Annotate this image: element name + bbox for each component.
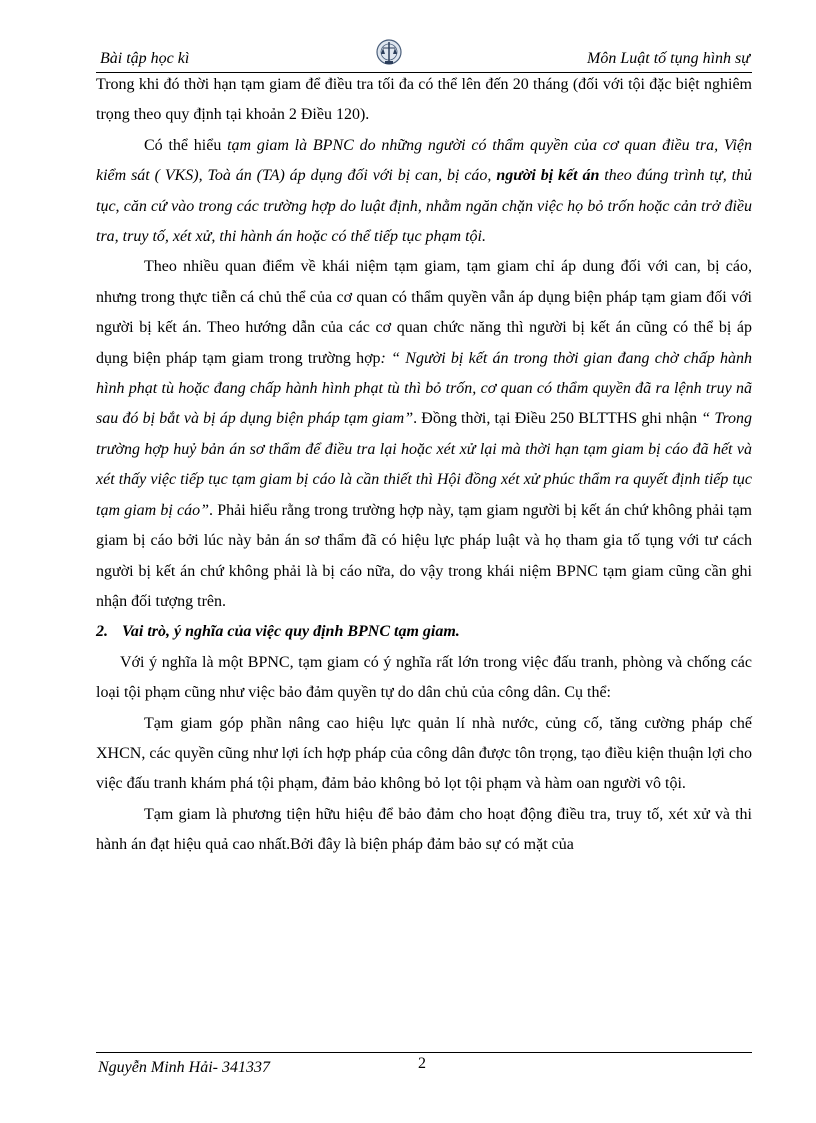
page-number: 2	[418, 1055, 426, 1072]
section-number: 2.	[96, 623, 108, 641]
paragraph-2-emphasis: người bị kết án	[496, 167, 600, 185]
paragraph-3-middle: . Đồng thời, tại Điều 250 BLTTHS ghi nhận	[413, 410, 702, 428]
footer-author: Nguyễn Minh Hải- 341337	[98, 1059, 270, 1076]
paragraph-6: Tạm giam là phương tiện hữu hiệu để bảo đảm cho hoạt động điều tra, truy tố, xét xử và thi hành án đạt hiệu quả cao nhất.Bởi đây là biện pháp đảm bảo sự có mặt của	[96, 805, 752, 854]
header-subject: Môn Luật tố tụng hình sự	[587, 50, 750, 67]
paragraph-3	[96, 252, 752, 617]
paragraph-2-intro: Có thể hiểu	[144, 136, 228, 154]
paragraph-2-definition: tạm giam là BPNC do những người có thẩm quyền của cơ quan điều tra, Viện kiểm sát ( VKS), Toà án (TA) áp dụng đối với bị can, bị cáo,	[96, 136, 752, 185]
paragraph-2	[96, 131, 752, 253]
paragraph-4: Với ý nghĩa là một BPNC, tạm giam có ý nghĩa rất lớn trong việc đấu tranh, phòng và chống các loại tội phạm cũng như việc bảo đảm quyền tự do dân chủ của công dân. Cụ thể:	[96, 653, 752, 702]
header-course: Bài tập học kì	[100, 50, 190, 67]
emblem-icon	[375, 36, 403, 70]
page-footer	[96, 1052, 752, 1076]
section-title: Vai trò, ý nghĩa của việc quy định BPNC tạm giam.	[122, 623, 460, 641]
paragraph-5: Tạm giam góp phần nâng cao hiệu lực quản lí nhà nước, củng cố, tăng cường pháp chế XHCN, các quyền cũng như lợi ích hợp pháp của công dân được tôn trọng, tạo điều kiện thuận lợi cho việc đấu tranh khám phá tội phạm, đảm bảo không bỏ lọt tội phạm và hàm oan người vô tội.	[96, 714, 752, 793]
section-heading	[96, 617, 752, 647]
paragraph-3-quote-2: “ Trong trường hợp huỷ bản án sơ thẩm để điều tra lại hoặc xét xử lại mà thời hạn tạm giam bị cáo đã hết và xét thấy việc tiếp tục tạm giam bị cáo là cần thiết thì Hội đồng xét xử phúc thẩm ra quyết định tiếp tục tạm giam bị cáo”	[96, 410, 753, 519]
paragraph-3-end: . Phải hiểu rằng trong trường hợp này, tạm giam người bị kết án chứ không phải tạm giam bị cáo bởi lúc này bản án sơ thẩm đã có hiệu lực pháp luật và họ tham gia tố tụng với tư cách người bị kết án chứ không phải là bị cáo nữa, do vậy trong khái niệm BPNC tạm giam cũng cần ghi nhận đối tượng trên.	[96, 501, 753, 610]
page-header	[96, 44, 752, 73]
page-body	[96, 70, 752, 861]
paragraph-3-quote-1: : “ Người bị kết án trong thời gian đang chờ chấp hành hình phạt tù hoặc đang chấp hành hình phạt tù thì bỏ trốn, cơ quan có thẩm quyền đã ra lệnh truy nã sau đó bị bắt và bị áp dụng biện pháp tạm giam”	[96, 349, 752, 428]
paragraph-1: Trong khi đó thời hạn tạm giam để điều tra tối đa có thể lên đến 20 tháng (đối với tội đặc biệt nghiêm trọng theo quy định tại khoản 2 Điều 120).	[96, 76, 752, 124]
paragraph-2-definition-rest: theo đúng trình tự, thủ tục, căn cứ vào trong các trường hợp do luật định, nhằm ngăn chặn việc họ bỏ trốn hoặc cản trở điều tra, truy tố, xét xử, thi hành án hoặc có thể tiếp tục phạm tội.	[96, 167, 753, 246]
paragraph-3-text: Theo nhiều quan điểm về khái niệm tạm giam, tạm giam chỉ áp dung đối với can, bị cáo, nhưng trong thực tiễn cá chủ thể của cơ quan có thẩm quyền vẫn áp dụng biện pháp tạm giam đối với người bị kết án. Theo hướng dẫn của các cơ quan chức năng thì người bị kết án cũng có thể bị áp dụng biện pháp tạm giam trong trường hợp	[96, 258, 752, 367]
